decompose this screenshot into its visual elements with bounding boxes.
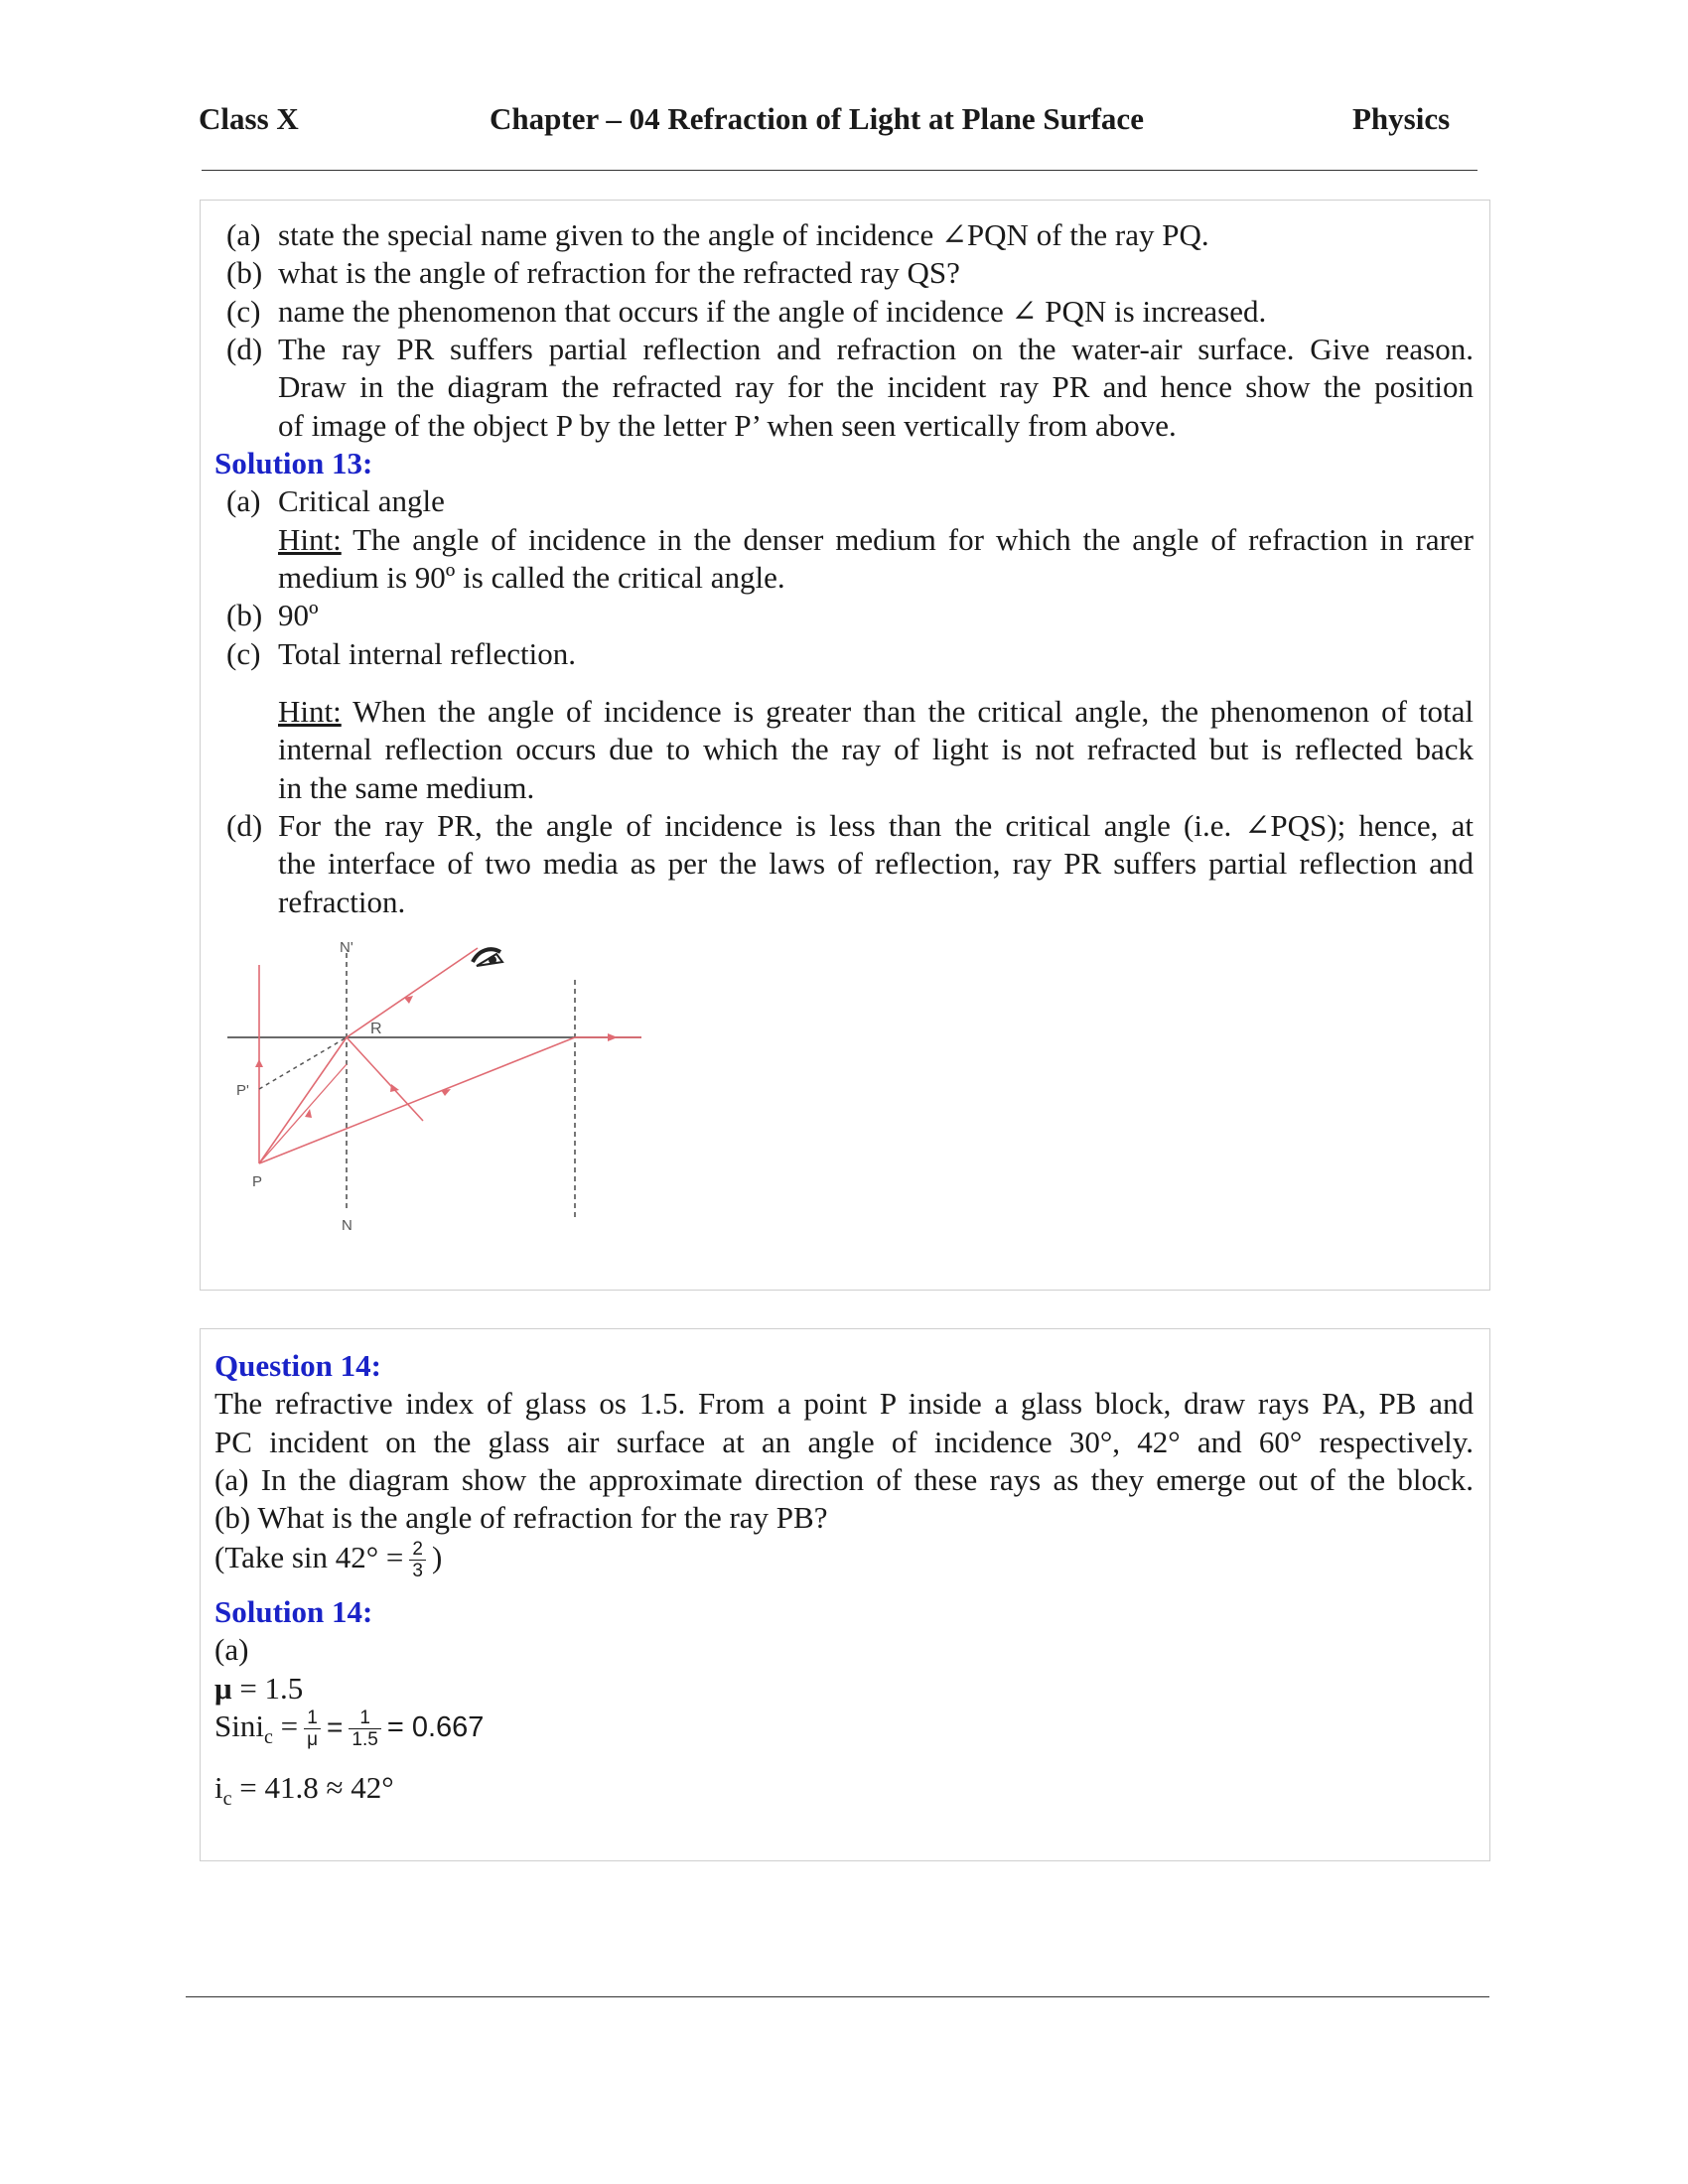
fraction-one-over-mu [304,1707,321,1750]
eye-icon [473,949,502,966]
ic-subscript: c [222,1788,232,1811]
mu-symbol: μ [214,1671,232,1706]
arrow-head [441,1089,451,1096]
arrow-head [255,1059,263,1067]
label-n-prime: N' [340,940,353,956]
sin-subscript: c [263,1726,273,1749]
ic-value: = 41.8 ≈ 42° [231,1770,394,1805]
ray-pq [259,1037,347,1163]
fraction-numerator: 1 [304,1707,321,1729]
ray-secondary [259,1064,347,1163]
footer-rule [186,1996,1489,1997]
solution-13-heading: Solution 13: [214,446,373,480]
fraction-numerator: 2 [409,1539,426,1561]
fraction-denominator: μ [307,1729,319,1751]
part-label: (b) [226,255,263,290]
label-p: P [252,1173,263,1190]
part-text-line: the interface of two media as per the laws of reflection, ray PR suffers partial reflection and [278,846,1474,881]
ray-pr [259,1037,575,1163]
part-text-line: Draw in the diagram the refracted ray for the incident ray PR and hence show the position [278,369,1474,404]
mu-value: = 1.5 [231,1671,304,1706]
solution-14-heading: Solution 14: [214,1594,373,1629]
hint-line: internal reflection occurs due to which the ray of light is not refracted but is reflected back [278,732,1474,766]
question-14-heading: Question 14: [214,1348,381,1383]
q13-parts [214,216,1474,693]
part-label: (b) [226,598,263,632]
hint-line: medium is 90º is called the critical angle. [278,560,785,595]
part-label: (d) [226,808,263,843]
ic-prefix: i [214,1770,223,1805]
part-text-line: of image of the object P by the letter P’ when seen vertically from above. [278,408,1177,443]
label-n: N [342,1217,352,1234]
question-14-box [200,1328,1490,1861]
q14-line: (a) In the diagram show the approximate direction of these rays as they emerge out of the block. [214,1462,1474,1497]
header-chapter-title: Chapter – 04 Refraction of Light at Plane Surface [490,101,1144,136]
sin-result: = 0.667 [386,1711,485,1743]
part-label: (a) [226,217,261,252]
take-suffix: ) [432,1540,443,1574]
sol14-sin-line [214,1707,1474,1763]
take-prefix: (Take sin 42° = [214,1540,404,1574]
hint-line: in the same medium. [278,770,535,805]
equals: = [327,1711,344,1742]
arrow-head [390,1084,399,1092]
part-label: (c) [226,294,261,329]
virtual-ray [259,1037,347,1089]
part-text-line: For the ray PR, the angle of incidence is less than the critical angle (i.e. ∠PQS); hence, at [278,808,1474,843]
refraction-ray-diagram [224,940,641,1238]
fraction-denominator: 1.5 [352,1729,378,1751]
q14-line: (b) What is the angle of refraction for the ray PB? [214,1500,828,1535]
part-text: what is the angle of refraction for the refracted ray QS? [278,255,960,290]
sol14-mu-line [214,1670,1474,1708]
hint-line [278,521,1474,560]
hint-label: Hint: [278,694,342,729]
part-label: (a) [226,483,261,518]
hint-line [278,693,1474,732]
header-subject: Physics [1352,101,1451,136]
q14-line: The refractive index of glass os 1.5. From a point P inside a glass block, draw rays PA, PB and [214,1386,1474,1421]
q14-take-note [214,1539,1474,1588]
sol14-part-a-label: (a) [214,1632,249,1667]
fraction-two-thirds [409,1539,426,1581]
q14-line: PC incident on the glass air surface at an angle of incidence 30°, 42° and 60° respectively. [214,1425,1474,1459]
sol14-ic-line [214,1769,1474,1819]
hint-label: Hint: [278,522,342,557]
arrow-head [608,1033,618,1041]
part-text: Critical angle [278,483,445,518]
reflected-ray-qs [347,1037,423,1121]
fraction-denominator: 3 [412,1561,423,1582]
label-r: R [370,1021,382,1037]
hint-text: The angle of incidence in the denser medium for which the angle of refraction in rarer [341,522,1474,557]
part-text: 90º [278,598,319,632]
header-rule [202,170,1477,171]
part-label: (d) [226,332,263,366]
part-text-line: The ray PR suffers partial reflection and refraction on the water-air surface. Give reason. [278,332,1474,366]
header-class: Class X [199,101,299,136]
fraction-one-over-1-5 [349,1707,380,1750]
part-text: name the phenomenon that occurs if the angle of incidence ∠ PQN is increased. [278,294,1267,329]
refracted-ray-to-eye [347,948,478,1037]
hint-text: When the angle of incidence is greater than the critical angle, the phenomenon of total [341,694,1474,729]
label-p-prime: P' [236,1082,249,1099]
equals: = [272,1708,299,1743]
part-text-line: refraction. [278,885,406,919]
sin-prefix: Sini [214,1708,264,1743]
part-label: (c) [226,636,261,671]
question-13-box [200,200,1490,1291]
part-text: Total internal reflection. [278,636,576,671]
part-text: state the special name given to the angle of incidence ∠PQN of the ray PQ. [278,217,1209,252]
fraction-numerator: 1 [349,1707,380,1729]
